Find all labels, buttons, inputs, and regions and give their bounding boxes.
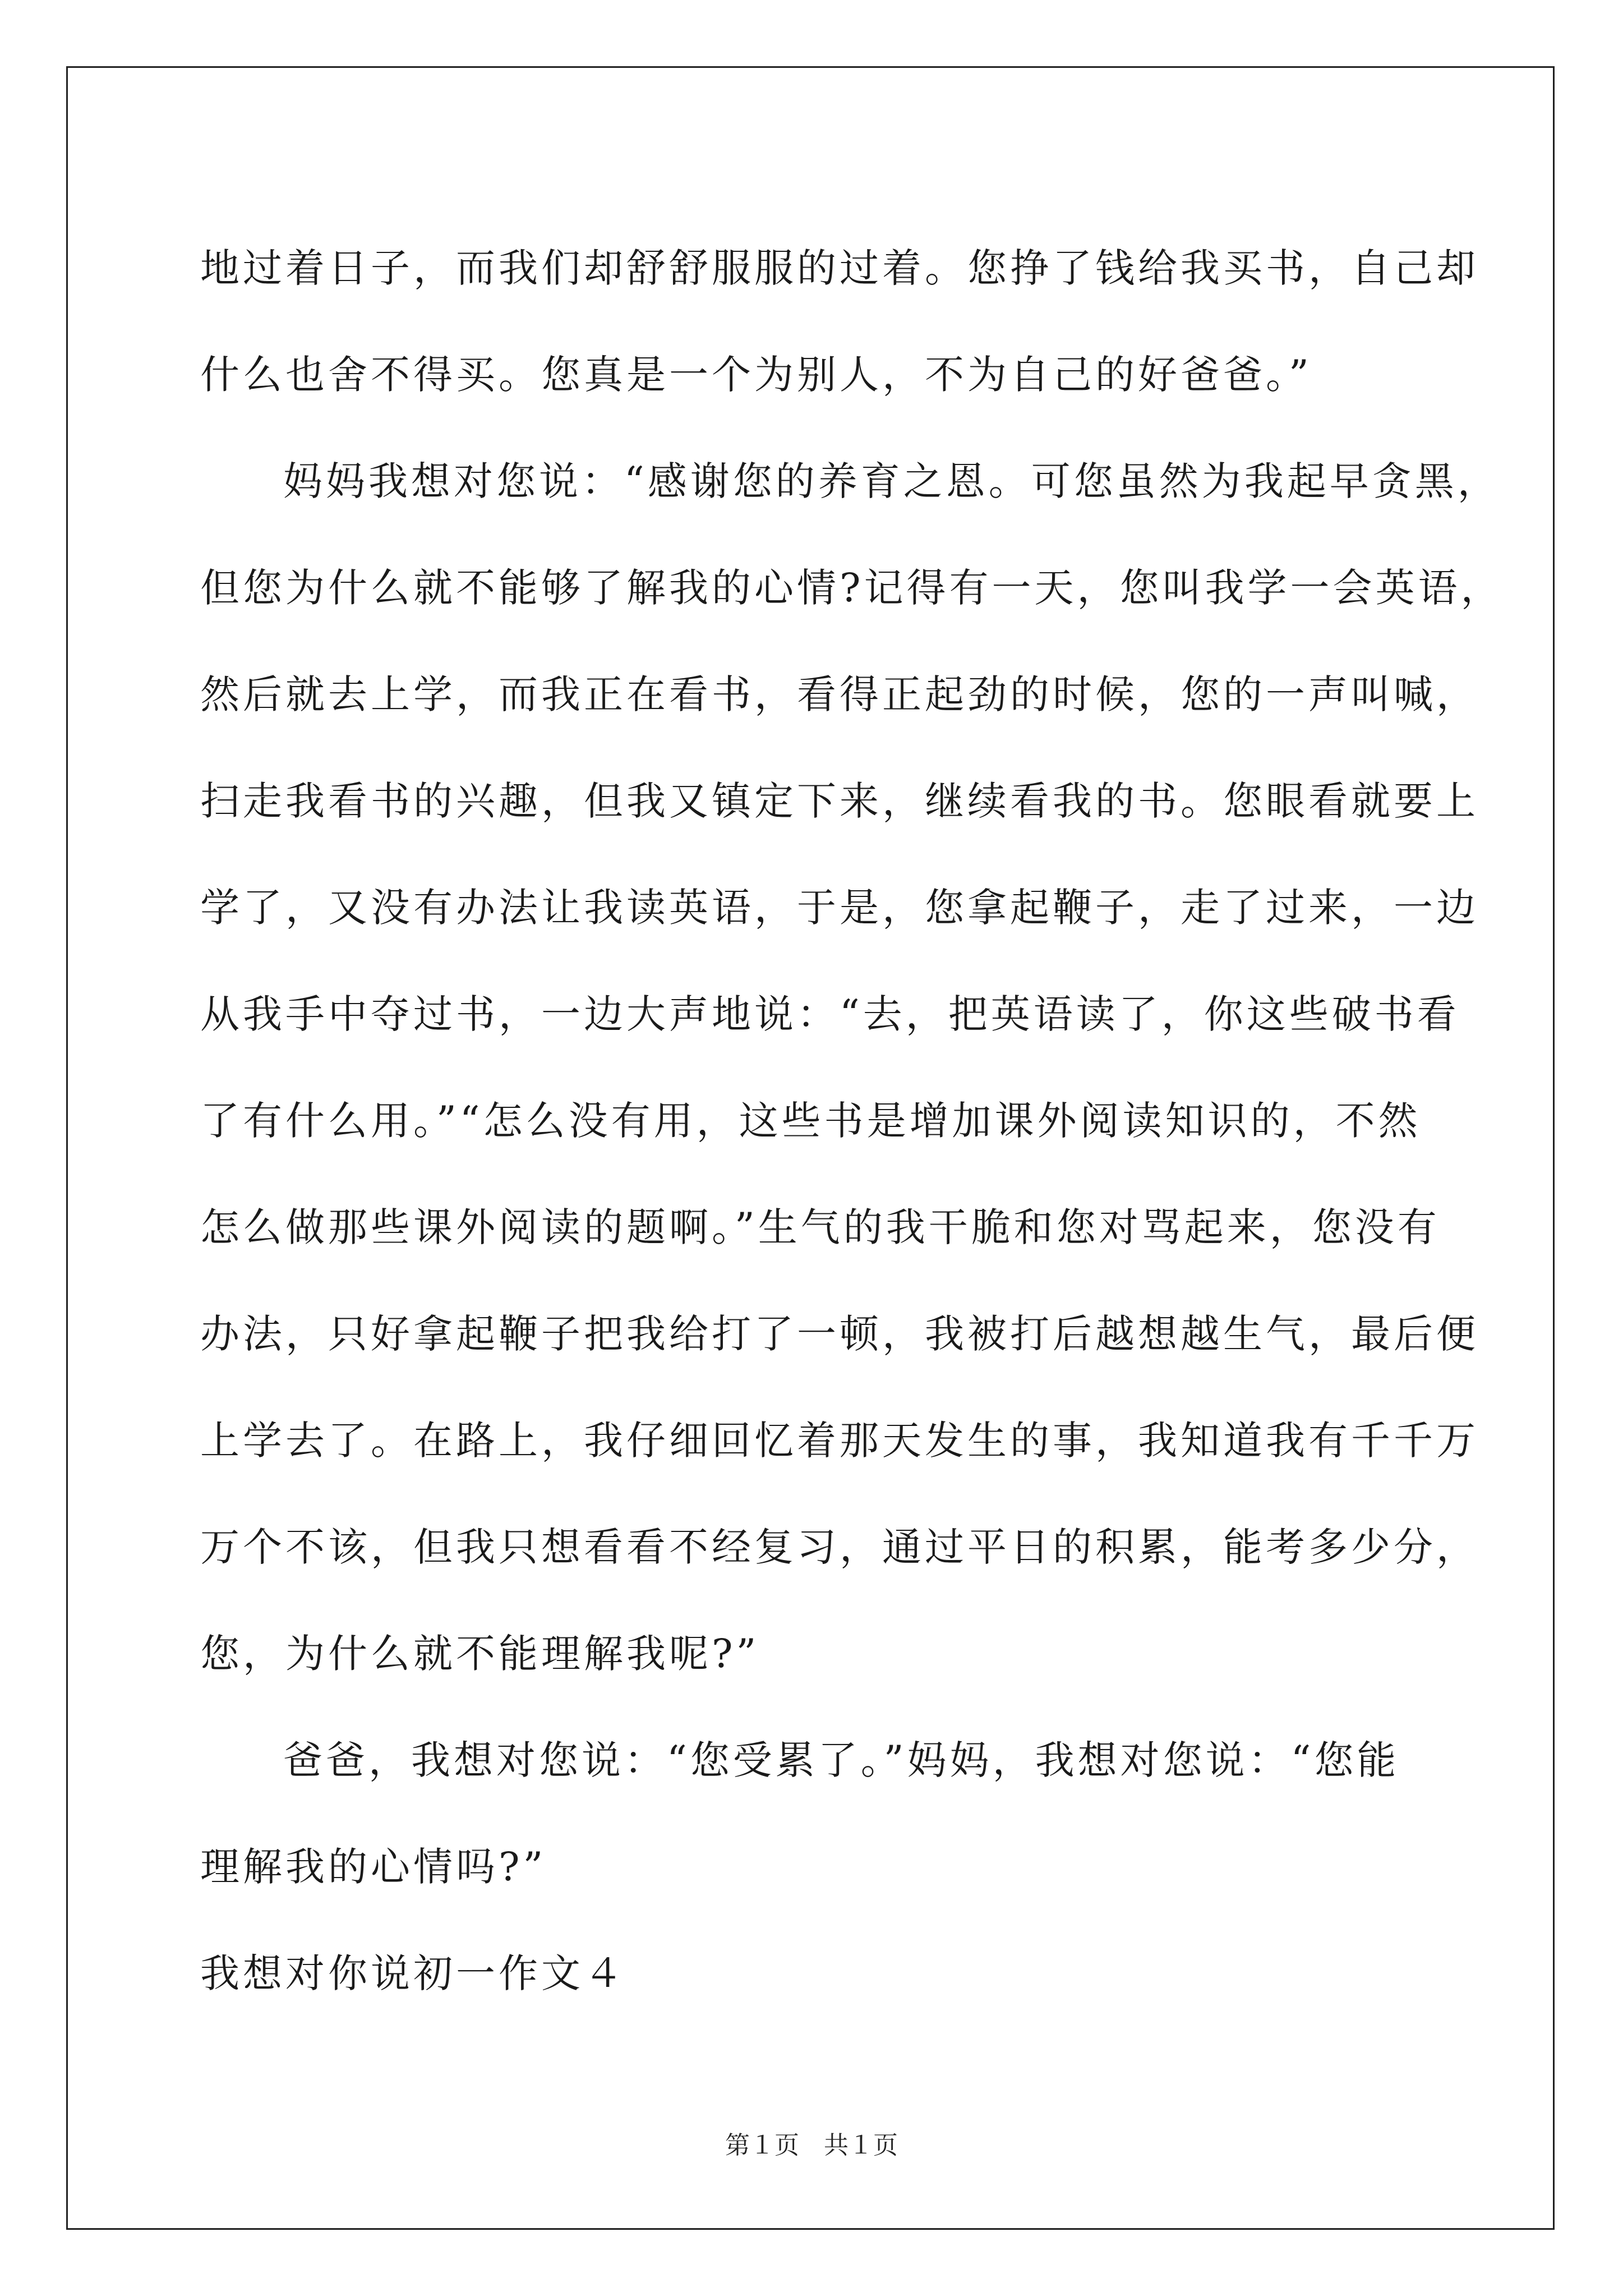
text-line-13: 万个不该，但我只想看看不经复习，通过平日的积累，能考多少分， <box>200 1524 1479 1570</box>
text-line-4: 但您为什么就不能够了解我的心情?记得有一天，您叫我学一会英语， <box>200 565 1504 611</box>
text-line-1: 地过着日子，而我们却舒舒服服的过着。您挣了钱给我买书，自己却 <box>200 245 1479 291</box>
text-line-16: 理解我的心情吗?” <box>200 1844 547 1890</box>
document-body <box>200 215 1504 2027</box>
text-line-8: 从我手中夺过书，一边大声地说：“去，把英语读了，你这些破书看 <box>200 991 1460 1037</box>
page-total: 共１页 <box>824 2131 898 2160</box>
text-line-3: 妈妈我想对您说：“感谢您的养育之恩。可您虽然为我起早贪黑， <box>283 458 1500 504</box>
text-line-6: 扫走我看书的兴趣，但我又镇定下来，继续看我的书。您眼看就要上 <box>200 778 1479 824</box>
text-line-14: 您，为什么就不能理解我呢?” <box>200 1631 760 1677</box>
text-line-7: 学了，又没有办法让我读英语，于是，您拿起鞭子，走了过来，一边 <box>200 885 1479 931</box>
text-line-11: 办法，只好拿起鞭子把我给打了一顿，我被打后越想越生气，最后便 <box>200 1311 1479 1357</box>
page-number: 第１页 <box>725 2131 799 2160</box>
text-line-12: 上学去了。在路上，我仔细回忆着那天发生的事，我知道我有千千万 <box>200 1418 1479 1464</box>
section-heading: 我想对你说初一作文４ <box>200 1950 626 1996</box>
text-line-9: 了有什么用。”“怎么没有用，这些书是增加课外阅读知识的，不然 <box>200 1098 1421 1144</box>
text-line-2: 什么也舍不得买。您真是一个为别人，不为自己的好爸爸。” <box>200 352 1312 398</box>
text-line-5: 然后就去上学，而我正在看书，看得正起劲的时候，您的一声叫喊， <box>200 671 1479 717</box>
text-line-15: 爸爸，我想对您说：“您受累了。”妈妈，我想对您说：“您能 <box>283 1737 1400 1783</box>
page-footer <box>0 2129 1623 2162</box>
text-line-10: 怎么做那些课外阅读的题啊。”生气的我干脆和您对骂起来，您没有 <box>200 1204 1440 1250</box>
